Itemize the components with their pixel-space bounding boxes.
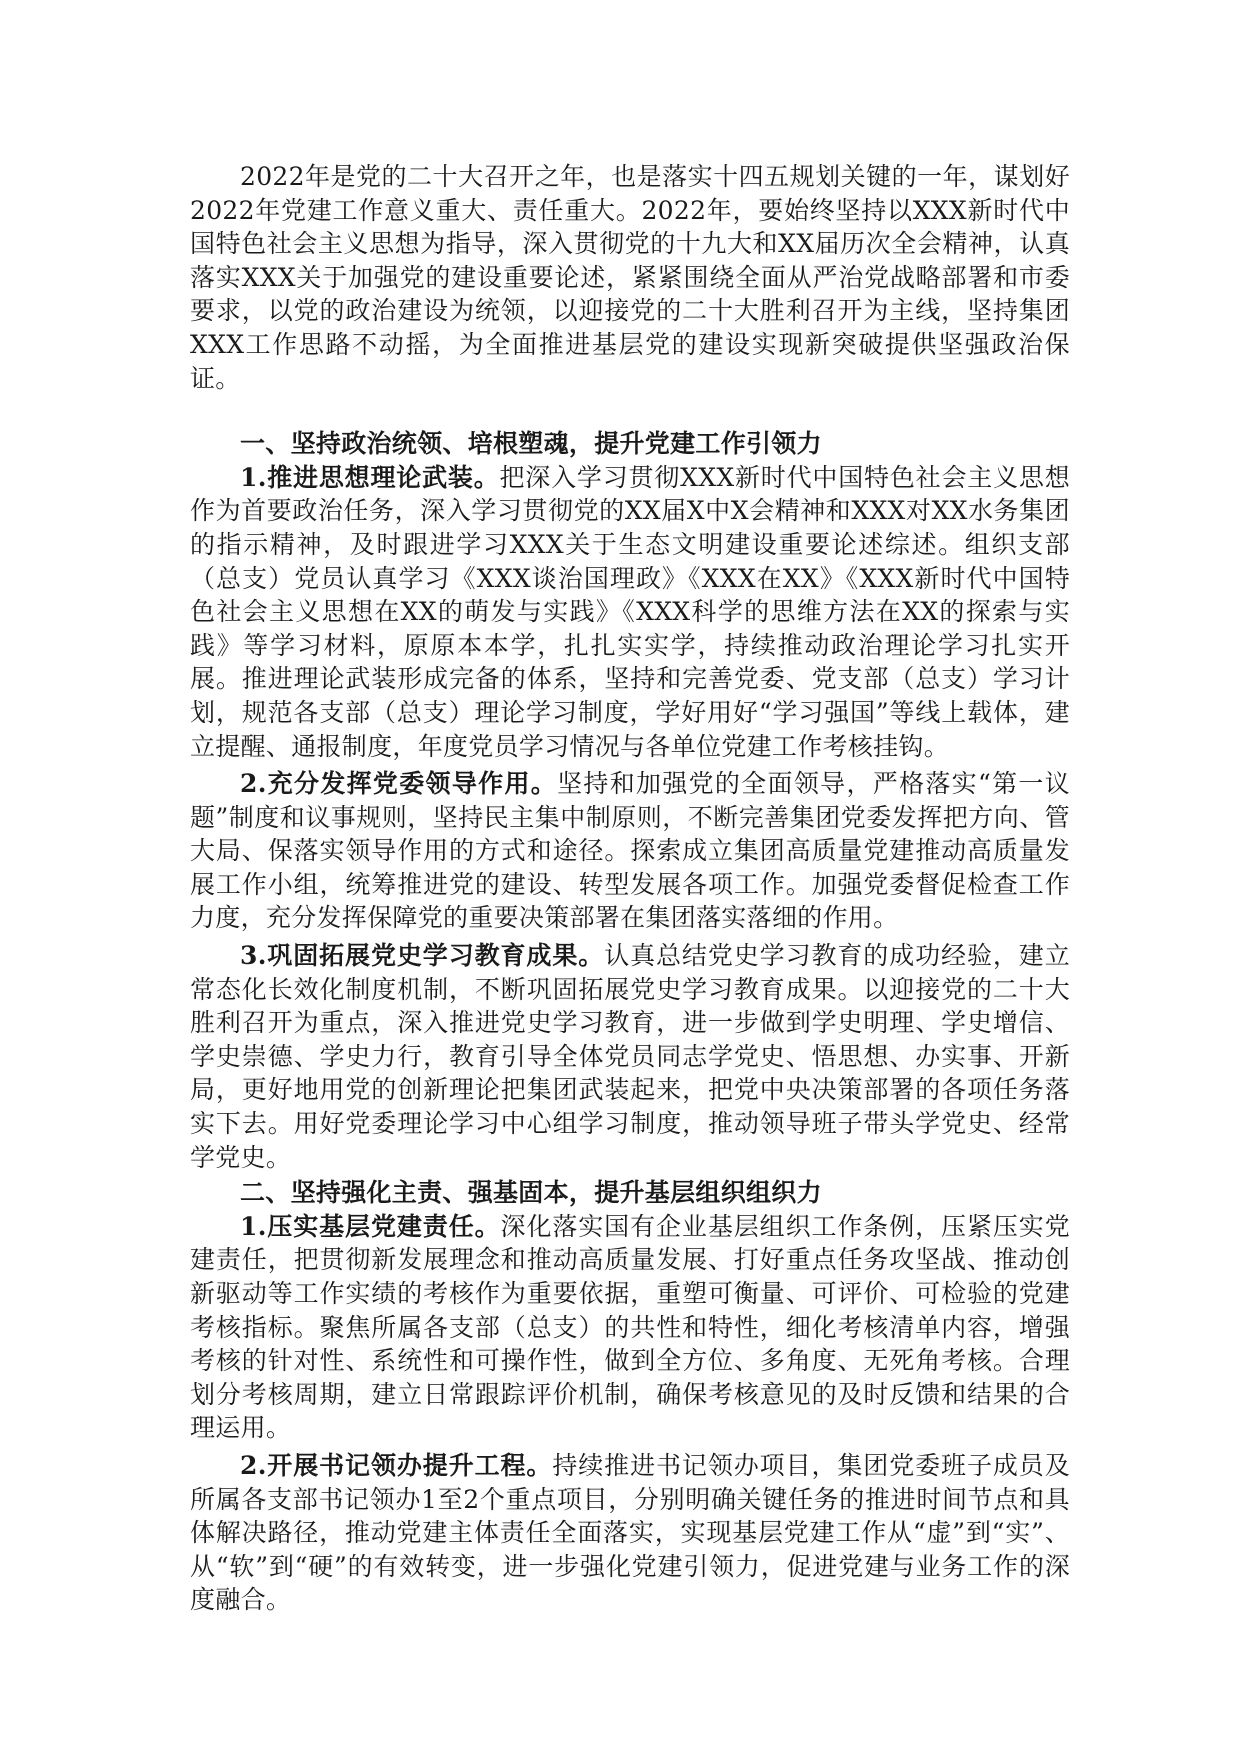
section-2-item-2 — [190, 1449, 1070, 1617]
item-body: 把深入学习贯彻XXX新时代中国特色社会主义思想作为首要政治任务，深入学习贯彻党的XX届X中X会精神和XXX对XX水务集团的指示精神，及时跟进学习XXX关于生态文明建设重要论述综述。组织支部（总支）党员认真学习《XXX谈治国理政》《XXX在XX》《XXX新时代中国特色社会主义思想在XX的萌发与实践》《XXX科学的思维方法在XX的探索与实践》等学习材料，原原本本学，扎扎实实学，持续推动政治理论学习扎实开展。推进理论武装形成完备的体系，坚持和完善党委、党支部（总支）学习计划，规范各支部（总支）理论学习制度，学好用好“学习强国”等线上载体，建立提醒、通报制度，年度党员学习情况与各单位党建工作考核挂钩。 — [190, 462, 1070, 761]
document-page — [190, 160, 1070, 1617]
item-body: 坚持和加强党的全面领导，严格落实“第一议题”制度和议事规则，坚持民主集中制原则，不断完善集团党委发挥把方向、管大局、保落实领导作用的方式和途径。探索成立集团高质量党建推动高质量发展工作小组，统筹推进党的建设、转型发展各项工作。加强党委督促检查工作力度，充分发挥保障党的重要决策部署在集团落实落细的作用。 — [190, 769, 1070, 933]
item-body: 深化落实国有企业基层组织工作条例，压紧压实党建责任，把贯彻新发展理念和推动高质量发展、打好重点任务攻坚战、推动创新驱动等工作实绩的考核作为重要依据，重塑可衡量、可评价、可检验的党建考核指标。聚焦所属各支部（总支）的共性和特性，细化考核清单内容，增强考核的针对性、系统性和可操作性，做到全方位、多角度、无死角考核。合理划分考核周期，建立日常跟踪评价机制，确保考核意见的及时反馈和结果的合理运用。 — [190, 1211, 1070, 1443]
item-title: 2.开展书记领办提升工程。 — [240, 1450, 553, 1480]
item-body: 认真总结党史学习教育的成功经验，建立常态化长效化制度机制，不断巩固拓展党史学习教育成果。以迎接党的二十大胜利召开为重点，深入推进党史学习教育，进一步做到学史明理、学史增信、学史崇德、学史力行，教育引导全体党员同志学党史、悟思想、办实事、开新局，更好地用党的创新理论把集团武装起来，把党中央决策部署的各项任务落实下去。用好党委理论学习中心组学习制度，推动领导班子带头学党史、经常学党史。 — [190, 941, 1070, 1172]
item-body: 持续推进书记领办项目，集团党委班子成员及所属各支部书记领办1至2个重点项目，分别明确关键任务的推进时间节点和具体解决路径，推动党建主体责任全面落实，实现基层党建工作从“虚”到“实”、从“软”到“硬”的有效转变，进一步强化党建引领力，促进党建与业务工作的深度融合。 — [190, 1450, 1070, 1615]
section-1-item-2 — [190, 767, 1070, 935]
section-1-item-3 — [190, 939, 1070, 1174]
intro-paragraph: 2022年是党的二十大召开之年，也是落实十四五规划关键的一年，谋划好2022年党建工作意义重大、责任重大。2022年，要始终坚持以XXX新时代中国特色社会主义思想为指导，深入贯彻党的十九大和XX届历次全会精神，认真落实XXX关于加强党的建设重要论述，紧紧围绕全面从严治党战略部署和市委要求，以党的政治建设为统领，以迎接党的二十大胜利召开为主线，坚持集团XXX工作思路不动摇，为全面推进基层党的建设实现新突破提供坚强政治保证。 — [190, 162, 1070, 393]
item-title: 1.推进思想理论武装。 — [240, 462, 500, 492]
item-title: 1.压实基层党建责任。 — [240, 1211, 501, 1241]
section-1-heading: 一、坚持政治统领、培根塑魂，提升党建工作引领力 — [240, 429, 822, 459]
item-title: 3.巩固拓展党史学习教育成果。 — [240, 941, 605, 971]
section-1-item-1 — [190, 461, 1070, 763]
section-2-item-1 — [190, 1210, 1070, 1445]
item-title: 2.充分发挥党委领导作用。 — [240, 769, 558, 799]
section-2-heading: 二、坚持强化主责、强基固本，提升基层组织组织力 — [240, 1178, 822, 1208]
